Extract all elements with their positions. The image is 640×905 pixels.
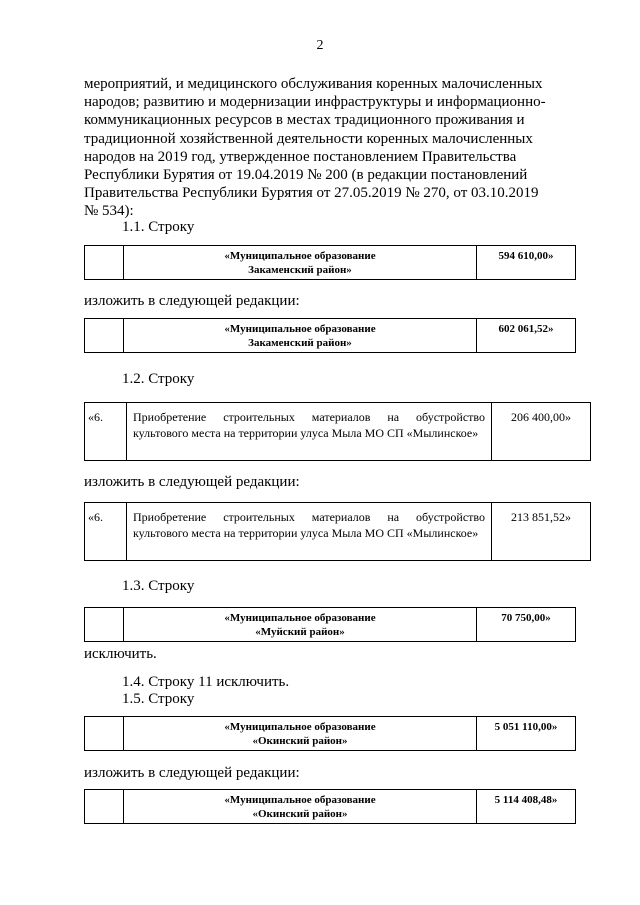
item-1-1-heading: 1.1. Строку xyxy=(122,219,195,235)
table-1-1-old xyxy=(84,245,576,280)
edit-instruction: изложить в следующей редакции: xyxy=(84,293,300,309)
municipality-name-line1: «Муниципальное образование xyxy=(224,250,376,262)
amount-cell: 5 051 110,00» xyxy=(477,717,576,751)
item-1-4-heading: 1.4. Строку 11 исключить. xyxy=(122,674,290,690)
intro-line: Правительства Республики Бурятия от 27.05.2019 № 270, от 03.10.2019 xyxy=(84,185,539,202)
municipality-name-cell xyxy=(124,319,477,353)
amount-cell: 594 610,00» xyxy=(477,246,576,280)
intro-paragraph xyxy=(84,75,574,221)
exclude-instruction: исключить. xyxy=(84,646,157,662)
municipality-name-line1: «Муниципальное образование xyxy=(224,323,376,335)
row-number-cell: «6. xyxy=(85,503,127,561)
row-number-cell: «6. xyxy=(85,403,127,461)
municipality-name-line2: Закаменский район» xyxy=(248,337,352,349)
municipality-name-cell xyxy=(124,608,477,642)
empty-cell xyxy=(85,319,124,353)
intro-line: традиционной хозяйственной деятельности коренных малочисленных xyxy=(84,130,533,147)
edit-instruction: изложить в следующей редакции: xyxy=(84,474,300,490)
municipality-name-line2: Закаменский район» xyxy=(248,264,352,276)
intro-line: № 534): xyxy=(84,203,134,220)
item-1-2-heading: 1.2. Строку xyxy=(122,371,195,387)
empty-cell xyxy=(85,246,124,280)
amount-cell: 5 114 408,48» xyxy=(477,790,576,824)
municipality-name-cell xyxy=(124,246,477,280)
municipality-name-line1: «Муниципальное образование xyxy=(224,612,376,624)
municipality-name-line1: «Муниципальное образование xyxy=(224,794,376,806)
intro-line: Республики Бурятия от 19.04.2019 № 200 (в редакции постановлений xyxy=(84,167,528,184)
table-1-2-new xyxy=(84,502,591,561)
table-1-2-old xyxy=(84,402,591,461)
municipality-name-cell xyxy=(124,790,477,824)
municipality-name-line1: «Муниципальное образование xyxy=(224,721,376,733)
amount-cell: 70 750,00» xyxy=(477,608,576,642)
edit-instruction: изложить в следующей редакции: xyxy=(84,765,300,781)
municipality-name-cell xyxy=(124,717,477,751)
municipality-name-line2: «Муйский район» xyxy=(255,626,345,638)
page-number: 2 xyxy=(316,38,324,53)
empty-cell xyxy=(85,717,124,751)
amount-cell: 213 851,52» xyxy=(492,503,591,561)
empty-cell xyxy=(85,790,124,824)
item-1-3-heading: 1.3. Строку xyxy=(122,578,195,594)
municipality-name-line2: «Окинский район» xyxy=(252,735,348,747)
description-cell: Приобретение строительных материалов на обустройство культового места на территории улуса Мыла МО СП «Мылинское» xyxy=(127,403,492,461)
amount-cell: 602 061,52» xyxy=(477,319,576,353)
municipality-name-line2: «Окинский район» xyxy=(252,808,348,820)
intro-line: народов на 2019 год, утвержденное постановлением Правительства xyxy=(84,148,517,165)
table-1-5-new xyxy=(84,789,576,824)
table-1-5-old xyxy=(84,716,576,751)
table-1-3 xyxy=(84,607,576,642)
description-cell: Приобретение строительных материалов на обустройство культового места на территории улуса Мыла МО СП «Мылинское» xyxy=(127,503,492,561)
amount-cell: 206 400,00» xyxy=(492,403,591,461)
intro-line: коммуникационных ресурсов в местах традиционного проживания и xyxy=(84,112,525,129)
empty-cell xyxy=(85,608,124,642)
table-1-1-new xyxy=(84,318,576,353)
intro-line: мероприятий, и медицинского обслуживания коренных малочисленных xyxy=(84,76,543,92)
intro-line: народов; развитию и модернизации инфраструктуры и информационно- xyxy=(84,94,546,111)
item-1-5-heading: 1.5. Строку xyxy=(122,691,195,707)
